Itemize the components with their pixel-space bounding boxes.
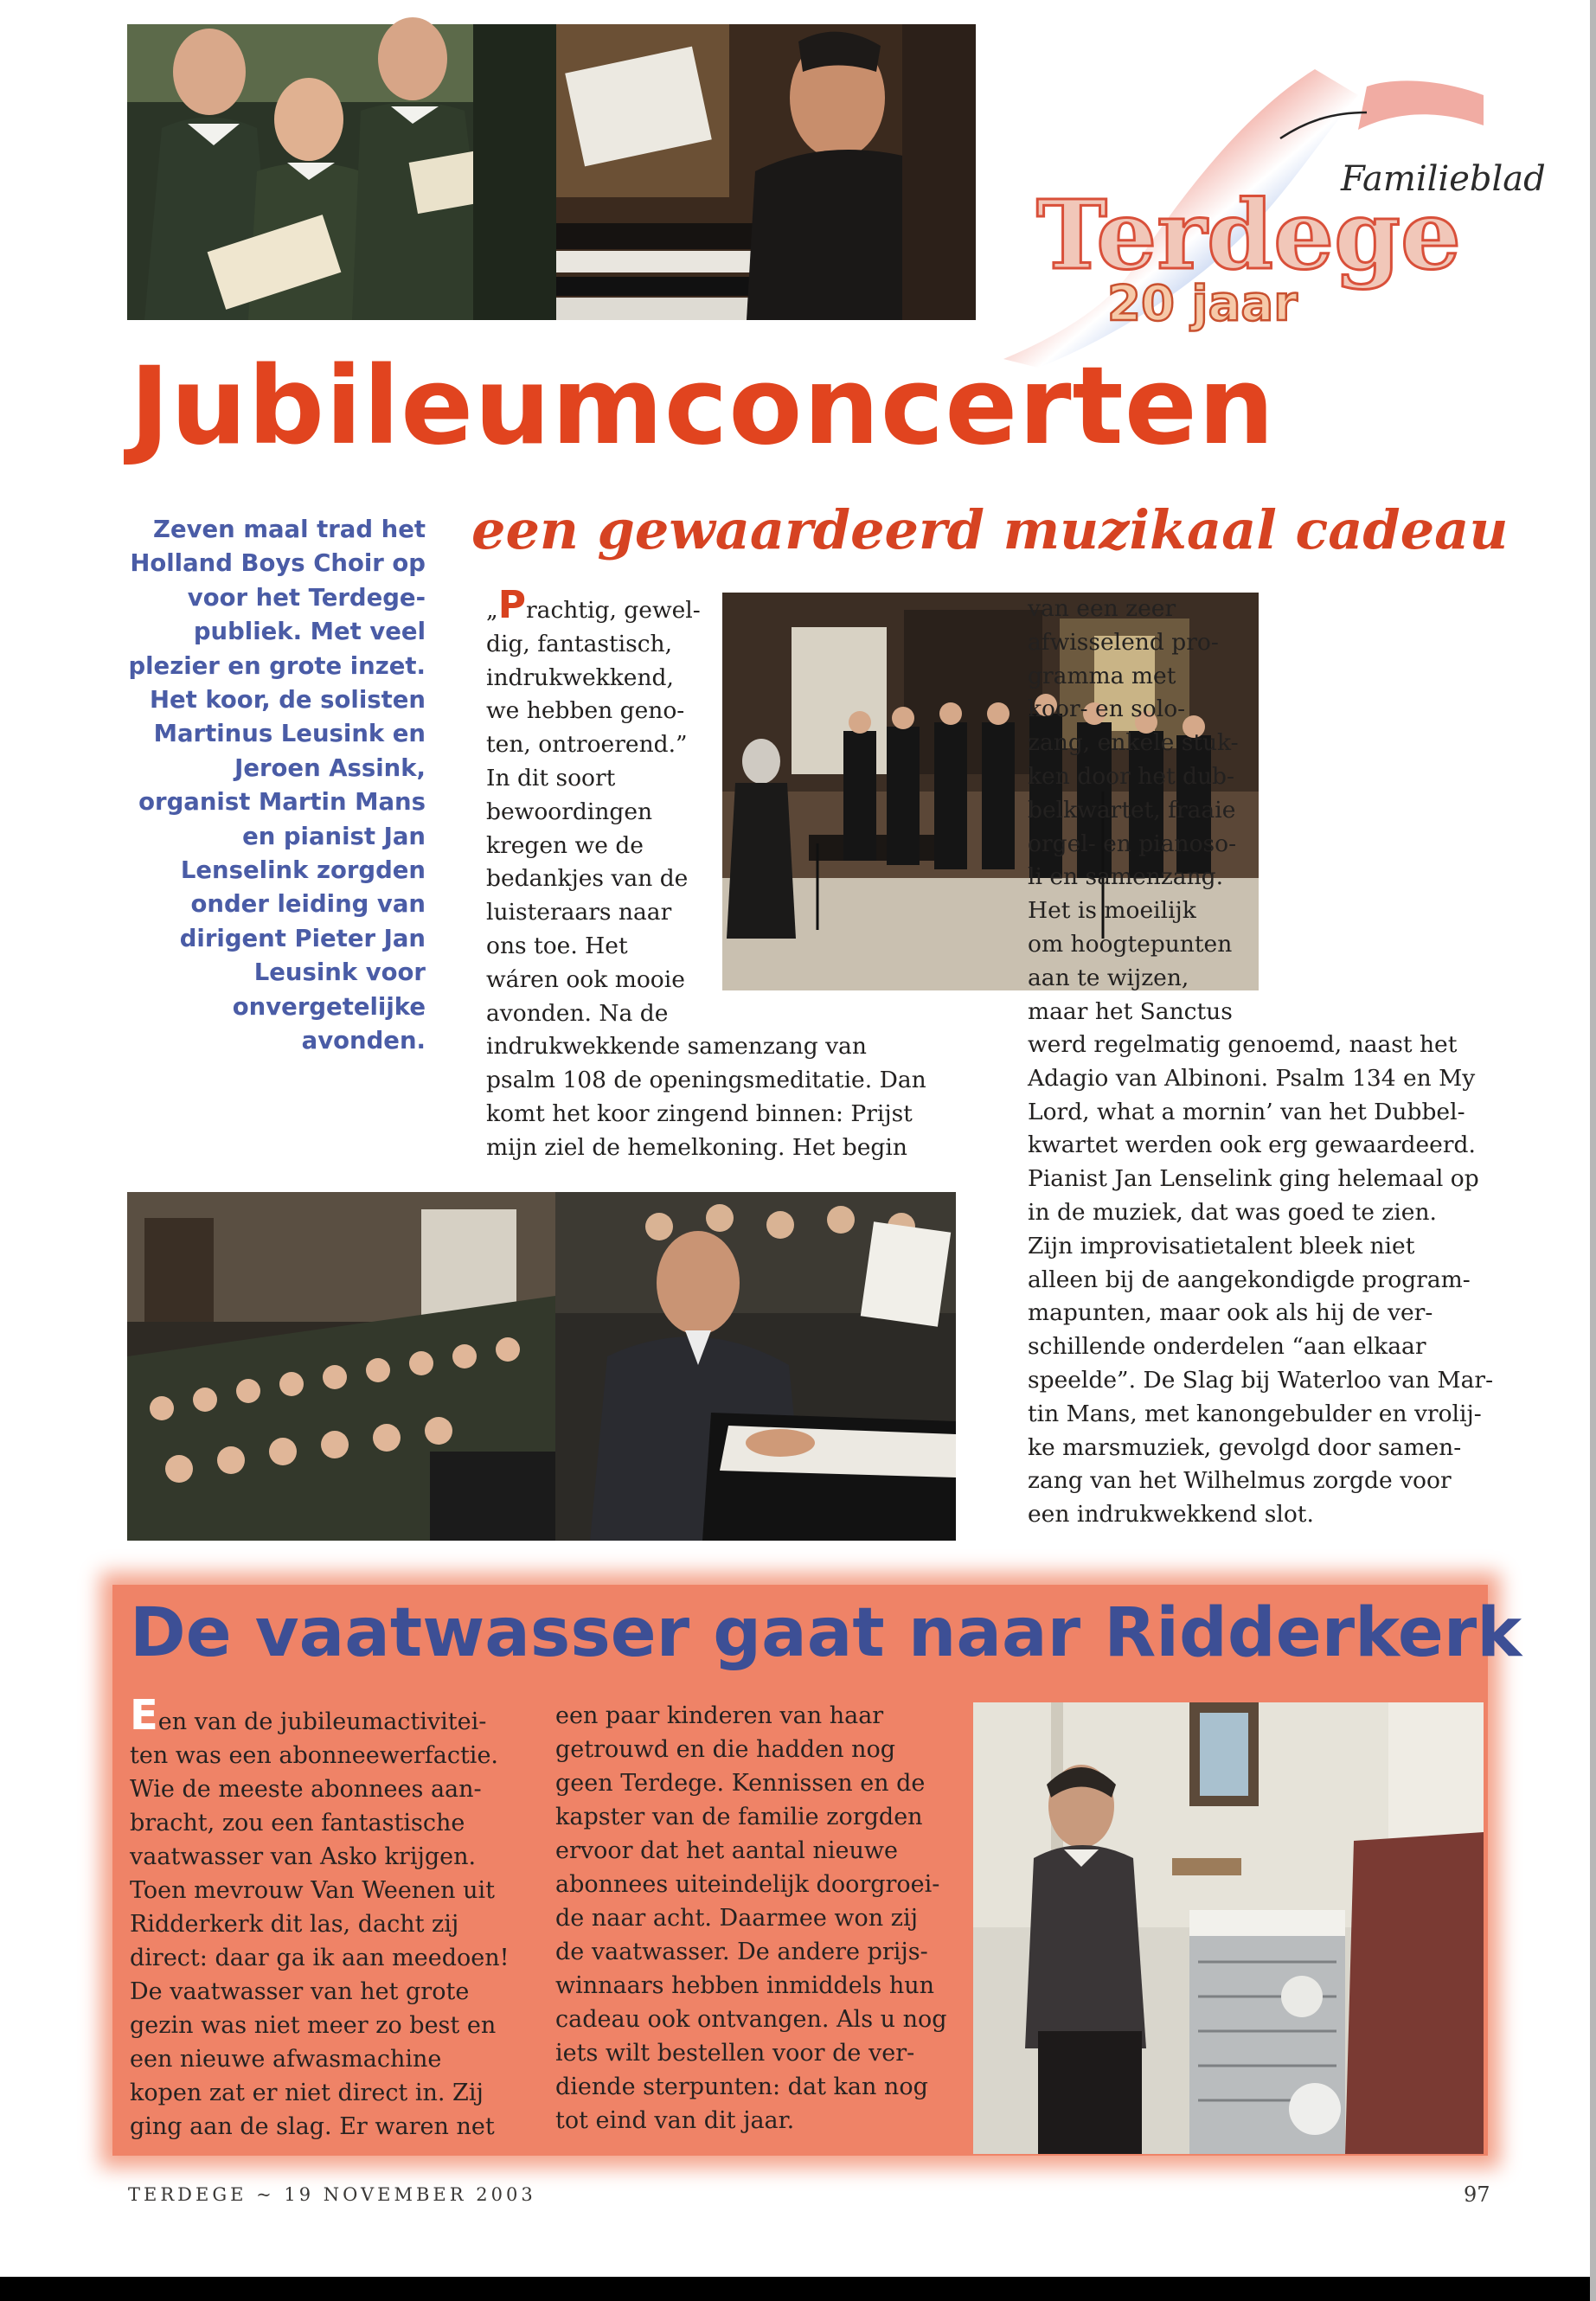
column-1-lines: „Prachtig, gewel- dig, fantastisch, indrukwekkend, we hebben geno- ten, ontroerend.” In dit soort bewoordingen kregen we de bedankjes van de luisteraars naar ons toe. Het wáren ook mooie avonden. Na de indrukwekkende samenzang van psalm 108 de openingsmeditatie. Dan komt het koor zingend binnen: Prijst mijn ziel de hemelkoning. Het begin — [486, 583, 926, 1161]
photo-choir-church — [127, 1192, 555, 1541]
article-column-2-bottom — [1028, 1029, 1521, 1532]
column-2-lines-top: van een zeer afwisselend pro- gramma met koor- en solo- zang, enkele stuk- ken door het dub- belkwartet, fraaie orgel- en pianoso- li en samenzang. Het is moeilijk om hoogtepunten aan te wijzen, maar het Sanctus — [1028, 595, 1239, 1025]
drop-cap: P — [497, 583, 526, 627]
page-number: 97 — [1464, 2182, 1490, 2207]
scan-right-edge — [1590, 0, 1596, 2301]
svg-text:Terdege: Terdege — [1036, 179, 1461, 291]
article-2-column-2 — [555, 1699, 962, 2138]
article-subtitle: een gewaardeerd muzikaal cadeau — [471, 498, 1509, 561]
article-column-2-top — [1028, 593, 1512, 1029]
footer-publication-date: TERDEGE ~ 19 NOVEMBER 2003 — [128, 2184, 536, 2205]
article-2-title: De vaatwasser gaat naar Ridderkerk — [130, 1594, 1522, 1672]
photo-pianist — [555, 1192, 956, 1541]
article-2-column-1-lines: Een van de jubileumactivitei- ten was een abonneewerfactie. Wie de meeste abonnees aan- bracht, zou een fantastische vaatwasser van Asko krijgen. Toen mevrouw Van Weenen uit Ridderkerk dit las, dacht zij direct: daar ga ik aan meedoen! De vaatwasser van het grote gezin was niet meer zo best en een nieuwe afwasmachine kopen zat er niet direct in. Zij ging aan de slag. Er waren net — [130, 1691, 510, 2140]
article-title: Jubileumconcerten — [130, 344, 1276, 469]
scan-bottom-edge — [0, 2277, 1596, 2301]
photo-choir-boys — [127, 24, 560, 320]
photo-organist — [556, 24, 976, 320]
article-intro: Zeven maal trad het Holland Boys Choir op voor het Terdege-publiek. Met veel plezier en grote inzet. Het koor, de solisten Martinus Leusink en Jeroen Assink, organist Martin Mans en pianist Jan Lenselink zorgden onder leiding van dirigent Pieter Jan Leusink voor onvergetelijke avonden. — [128, 516, 426, 1055]
terdege-20-jaar-logo — [986, 61, 1546, 372]
article-2-column-1 — [130, 1691, 523, 2144]
svg-text:Familieblad: Familieblad — [1341, 159, 1546, 199]
drop-cap: E — [130, 1691, 158, 1740]
photo-dishwasher-winner — [973, 1702, 1484, 2154]
column-2-lines-bottom: werd regelmatig genoemd, naast het Adagio van Albinoni. Psalm 134 en My Lord, what a mornin’ van het Dubbel- kwartet werden ook erg gewaardeerd. Pianist Jan Lenselink ging helemaal op in de muziek, dat was goed te zien. Zijn improvisatietalent bleek niet alleen bij de aangekondigde program- mapunten, maar ook als hij de ver- schillende onderdelen “aan elkaar speelde”. De Slag bij Waterloo van Mar- tin Mans, met kanongebulder en vrolij- ke marsmuziek, gevolgd door samen- zang van het Wilhelmus zorgde voor een indrukwekkend slot. — [1028, 1031, 1494, 1529]
article-2-column-2-lines: een paar kinderen van haar getrouwd en die hadden nog geen Terdege. Kennissen en de kapster van de familie zorgden ervoor dat het aantal nieuwe abonnees uiteindelijk doorgroei- de naar acht. Daarmee won zij de vaatwasser. De andere prijs- winnaars hebben inmiddels hun cadeau ook ontvangen. Als u nog iets wilt bestellen voor de ver- diende sterpunten: dat kan nog tot eind van dit jaar. — [555, 1702, 947, 2134]
svg-text:20 jaar: 20 jaar — [1107, 276, 1298, 332]
